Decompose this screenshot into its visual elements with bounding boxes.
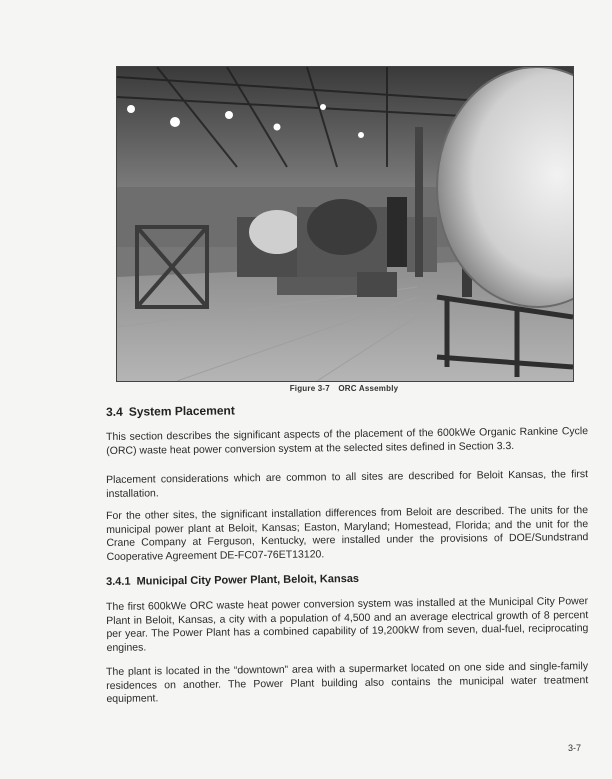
orc-assembly-photo (116, 66, 574, 382)
page-number: 3-7 (568, 743, 582, 753)
subsection-paragraph: The first 600kWe ORC waste heat power conversion system was installed at the Municipal City Power Plant in Beloit, Kansas, a city with a population of 4,500 and an average electrical growth of 8 percent per year. The Power Plant has a combined capability of 19,200kW from seven, dual-fuel, reciprocating engines. (106, 595, 589, 654)
section-heading (106, 403, 235, 419)
factory-floor-image (117, 67, 573, 381)
section-number: 3.4 (106, 404, 123, 419)
subsection-heading (106, 573, 359, 588)
subsection-title: Municipal City Power Plant, Beloit, Kansas (136, 572, 360, 588)
section-paragraph: For the other sites, the significant installation differences from Beloit are described. The units for the municipal power plant at Beloit, Kansas; Easton, Maryland; Homestead, Florida; and the unit for the Crane Company at Ferguson, Kentucky, were installed under the provisions of DOE/Sundstrand Cooperative Agreement DE-FC07-76ET13120. (106, 504, 589, 563)
subsection-number: 3.4.1 (106, 575, 131, 588)
figure-number: Figure 3-7 (289, 384, 330, 393)
figure-caption (116, 384, 572, 393)
section-paragraph: This section describes the significant aspects of the placement of the 600kWe Organic Rankine Cycle (ORC) waste heat power conversion system at the selected sites defined in Section 3.3. (106, 425, 589, 457)
section-paragraph: Placement considerations which are common to all sites are described for Beloit Kansas, the first installation. (106, 468, 589, 500)
section-title: System Placement (128, 403, 235, 419)
figure-title: ORC Assembly (338, 384, 399, 393)
subsection-paragraph: The plant is located in the “downtown” area with a supermarket located on one side and single-family residences on another. The Power Plant building also contains the municipal water treatment equipment. (106, 660, 589, 705)
